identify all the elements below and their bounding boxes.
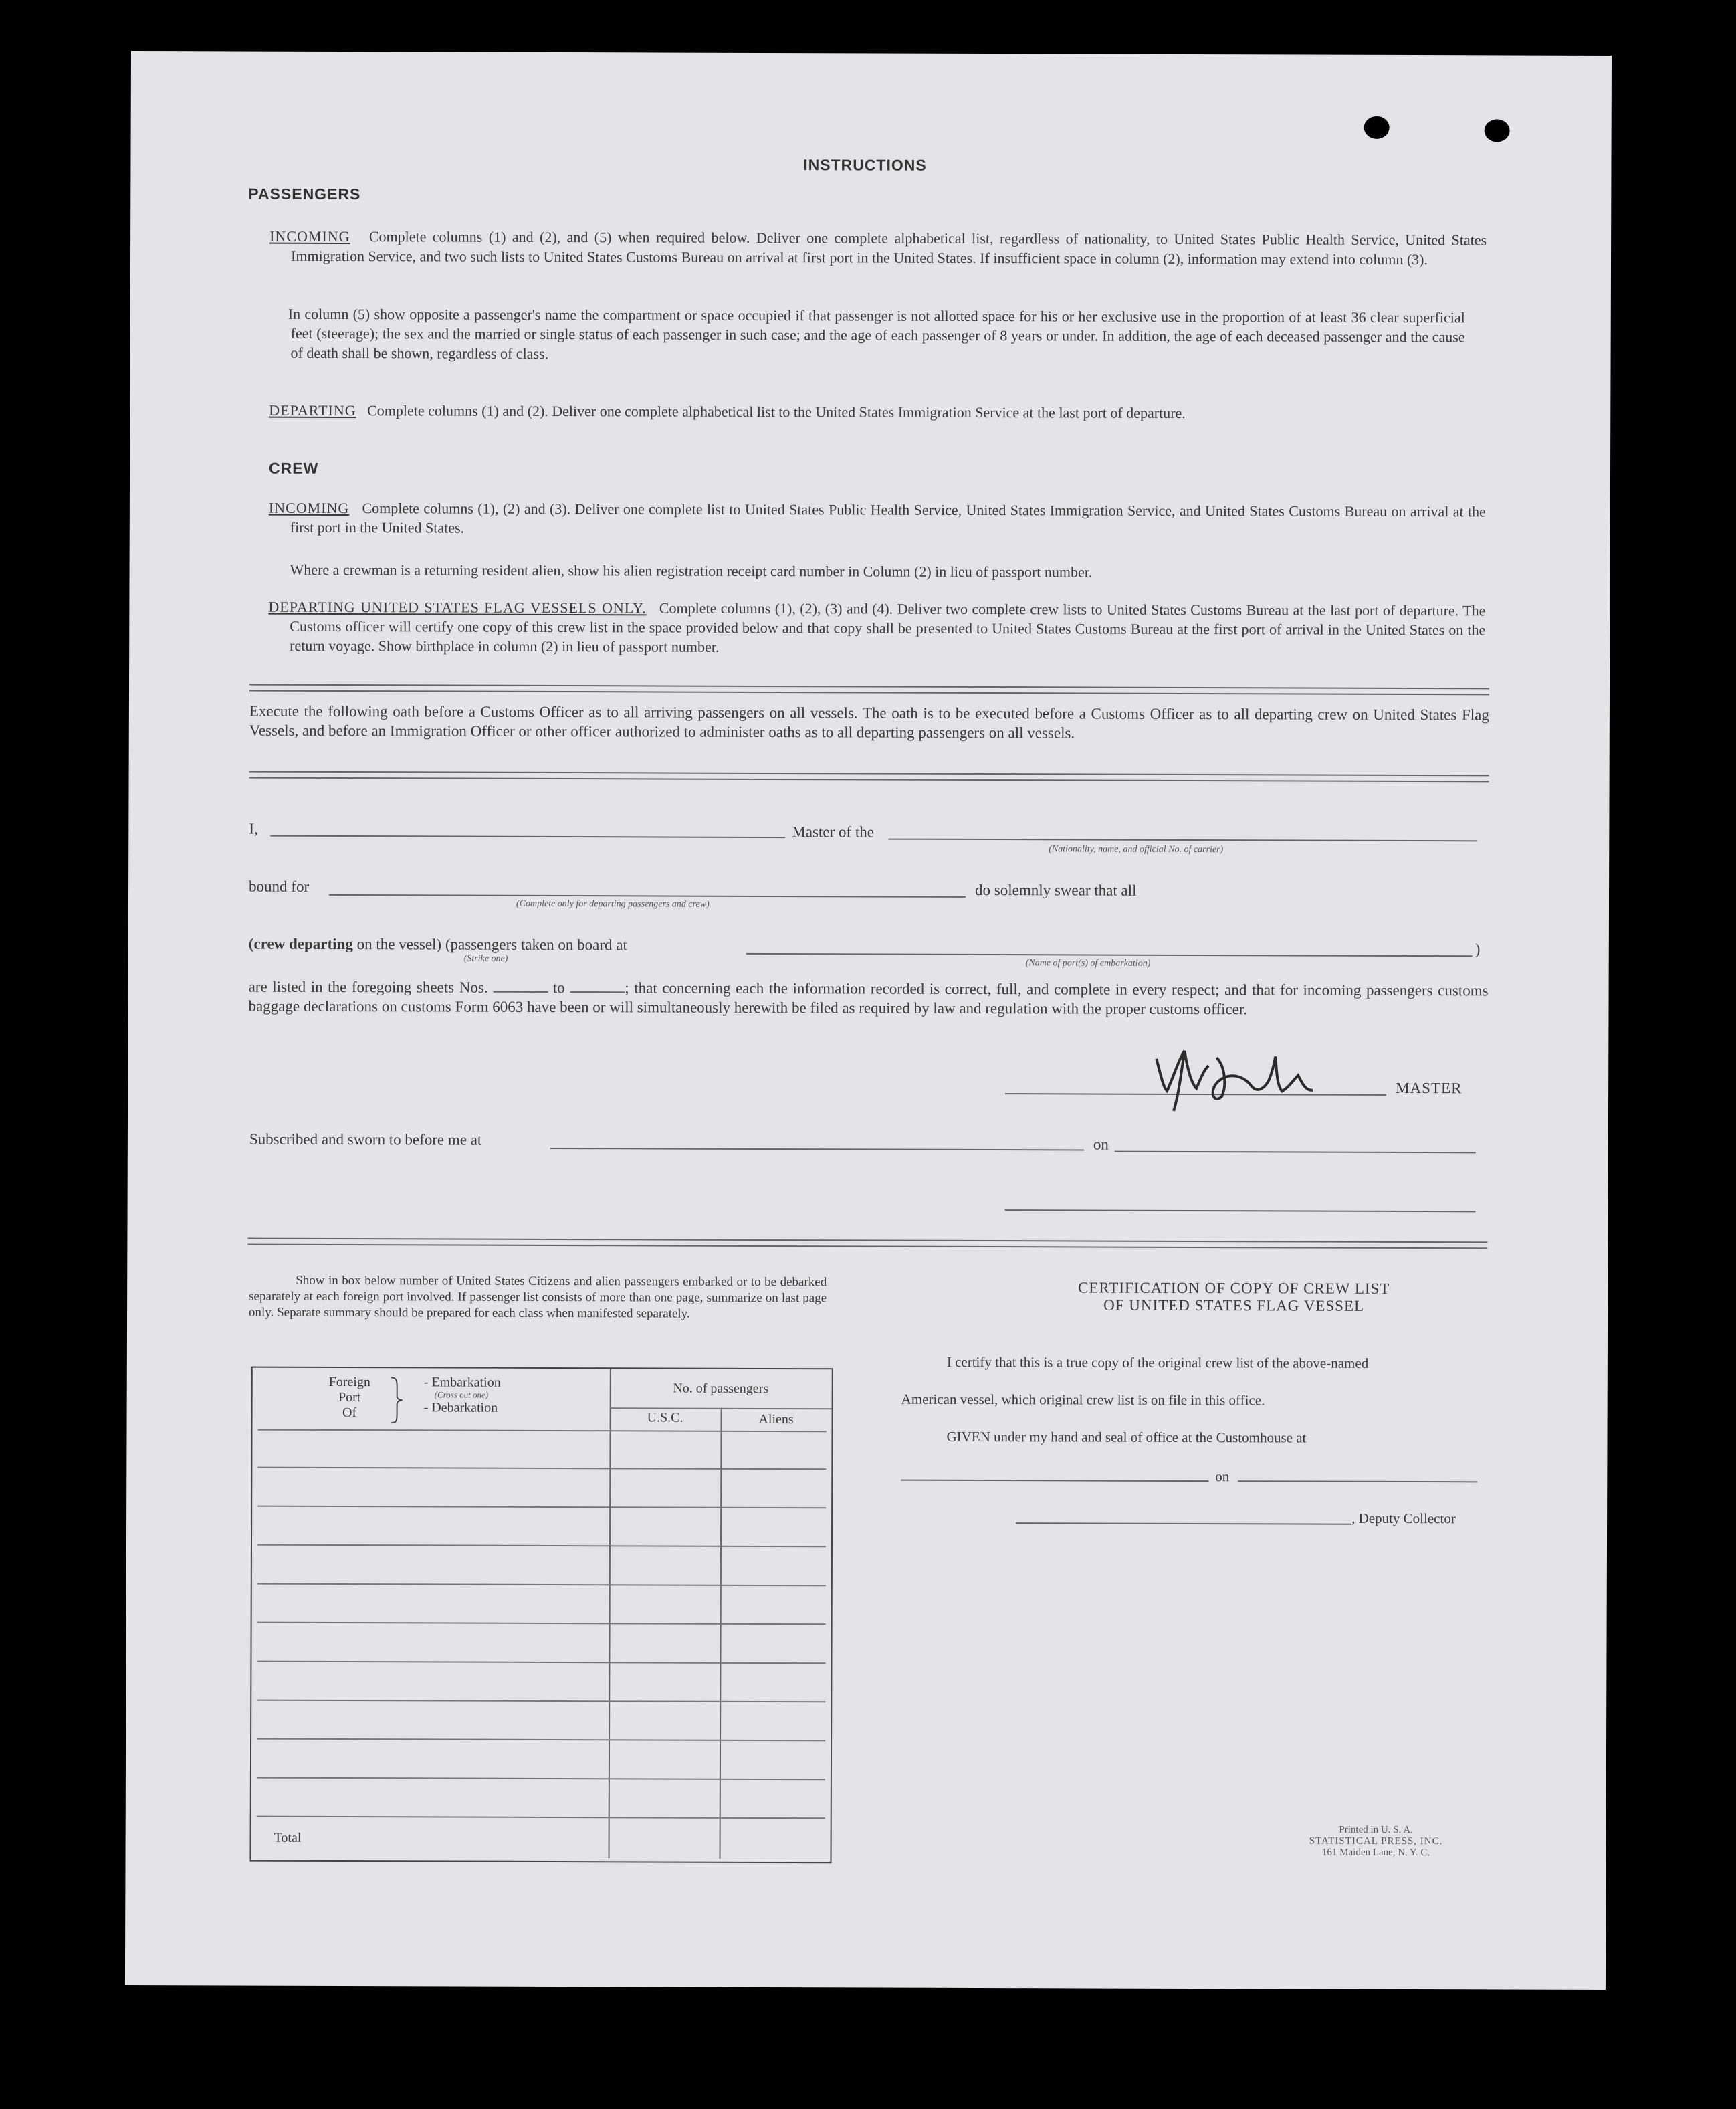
swear-label: do solemnly swear that all [975, 881, 1137, 899]
passengers-departing-paragraph [269, 401, 1486, 424]
divider-top [249, 684, 1489, 696]
passengers-departing-label: DEPARTING [269, 401, 356, 419]
passenger-count-table [249, 1367, 833, 1864]
passengers-taken-text: (passengers taken on board at [445, 936, 627, 954]
instructions-heading: INSTRUCTIONS [803, 156, 927, 174]
on-vessel-text: on the vessel) [356, 936, 442, 953]
aliens-header: Aliens [758, 1411, 794, 1427]
certification-title [990, 1279, 1478, 1315]
punch-hole-right [1485, 119, 1510, 142]
table-divider-right [720, 1408, 722, 1859]
passengers-departing-text: Complete columns (1) and (2). Deliver one complete alphabetical list to the United States Immigration Service at the last port of departure. [367, 402, 1186, 421]
crew-departing-label: DEPARTING UNITED STATES FLAG VESSELS ONLY. [268, 598, 647, 617]
officer-signature-field[interactable] [1005, 1209, 1476, 1212]
passengers-incoming-label: INCOMING [269, 227, 350, 245]
table-row-rule [257, 1506, 826, 1509]
crew-incoming-label: INCOMING [268, 499, 350, 517]
passengers-column5-paragraph: In column (5) show opposite a passenger's name the compartment or space occupied if that passenger is not allotted space for his or her exclusive use in the proportion of at least 36 clear superficial feet (steerage); the sex and the married or single status of each passenger in such case; and the age of each passenger of 8 years or under. In addition, the age of each deceased passenger and the cause of death shall be shown, regardless of class. [288, 305, 1465, 362]
oath-listed-paragraph [248, 977, 1488, 1020]
table-row-rule [257, 1544, 826, 1548]
no-passengers-header: No. of passengers [673, 1381, 769, 1397]
table-row-rule [257, 1816, 825, 1819]
master-of-label: Master of the [792, 823, 875, 841]
certification-title-line2: OF UNITED STATES FLAG VESSEL [1103, 1296, 1365, 1314]
carrier-field[interactable] [888, 839, 1477, 842]
table-divider-left [609, 1369, 611, 1858]
passengers-incoming-text: Complete columns (1) and (2), and (5) when required below. Deliver one complete alphabetical list, regardless of nationality, to United States Public Health Service, United States Immigration Service, and two such lists to United States Customs Bureau on arrival at first port in the United States. If insufficient space in column (2), information may extend into column (3). [290, 228, 1487, 268]
passengers-incoming-paragraph [269, 227, 1487, 270]
debarkation-text: - Debarkation [423, 1400, 498, 1415]
of-text: Of [342, 1405, 357, 1421]
cert-date-field[interactable] [1238, 1480, 1477, 1482]
foreign-text: Foreign [328, 1374, 370, 1390]
sworn-date-field[interactable] [1115, 1151, 1476, 1154]
brace-icon [389, 1376, 404, 1424]
printer-line2: STATISTICAL PRESS, INC. [1309, 1835, 1443, 1847]
master-label: MASTER [1396, 1079, 1462, 1097]
punch-hole-left [1364, 116, 1390, 139]
crew-departing-text: Complete columns (1), (2), (3) and (4). Deliver two complete crew lists to United States Customs Bureau at the last port of departure. The Customs officer will certify one copy of this crew list in the space provided below and that copy shall be presented to United States Customs Bureau at the first port of arrival in the United States on the return voyage. Show birthplace in column (2) in lieu of passport number. [290, 599, 1486, 656]
foreign-port-label [320, 1375, 380, 1421]
usc-header: U.S.C. [647, 1410, 683, 1425]
crew-incoming-paragraph [269, 498, 1486, 541]
bound-for-label: bound for [249, 878, 310, 895]
crew-departing-strike: (crew departing [248, 935, 353, 953]
cert-on-label: on [1215, 1468, 1230, 1485]
carrier-caption: (Nationality, name, and official No. of carrier) [1049, 844, 1224, 856]
cross-out-text: (Cross out one) [434, 1389, 489, 1400]
given-line: GIVEN under my hand and seal of office at the Customhouse at [946, 1428, 1307, 1446]
ports-caption: (Name of port(s) of embarkation) [1025, 958, 1151, 969]
strike-one-caption: (Strike one) [463, 953, 508, 964]
sworn-on-label: on [1093, 1136, 1109, 1153]
i-label: I, [249, 820, 258, 837]
printer-line1: Printed in U. S. A. [1339, 1824, 1413, 1836]
subscribed-label: Subscribed and sworn to before me at [249, 1130, 482, 1148]
crew-title: CREW [269, 459, 319, 477]
bound-for-field[interactable] [329, 894, 966, 898]
listed-text-2: ; that concerning each the information recorded is correct, full, and complete in every respect; and that for incoming passengers customs baggage declarations on customs Form 6063 have been or will simultaneously herewith be filed as required by law and regulation with the proper customs officer. [248, 979, 1489, 1018]
printer-line3: 161 Maiden Lane, N. Y. C. [1321, 1847, 1430, 1859]
total-label: Total [274, 1830, 302, 1845]
listed-to-text: to [552, 979, 565, 997]
table-row-rule [257, 1622, 826, 1625]
divider-bottom [247, 1238, 1487, 1249]
certify-line1: I certify that this is a true copy of the original crew list of the above-named [946, 1353, 1369, 1371]
close-paren: ) [1475, 940, 1481, 958]
deputy-signature-field[interactable] [1016, 1522, 1351, 1525]
table-row-rule [257, 1700, 825, 1703]
crew-incoming-text: Complete columns (1), (2) and (3). Deliver one complete list to United States Public Health Service, United States Immigration Service, and United States Customs Bureau on arrival at the first port in the United States. [290, 500, 1486, 536]
table-row-rule [257, 1583, 826, 1587]
table-row-rule [257, 1467, 826, 1470]
embark-debark-labels [424, 1375, 501, 1415]
passengers-title: PASSENGERS [248, 185, 361, 203]
crew-resident-paragraph: Where a crewman is a returning resident alien, show his alien registration receipt card number in Column (2) in lieu of passport number. [290, 561, 1093, 581]
table-row-rule [257, 1738, 825, 1742]
sheet-to-field[interactable] [570, 991, 625, 993]
bound-for-caption: (Complete only for departing passengers and crew) [516, 898, 710, 910]
listed-text-1: are listed in the foregoing sheets Nos. [248, 978, 488, 996]
port-text: Port [338, 1389, 361, 1405]
deputy-collector-label: , Deputy Collector [1351, 1510, 1456, 1527]
table-row-rule [257, 1661, 825, 1664]
certify-line2: American vessel, which original crew list is on file in this office. [901, 1391, 1265, 1409]
form-sheet [125, 51, 1612, 1990]
master-signature [1144, 1027, 1358, 1114]
certification-title-line1: CERTIFICATION OF COPY OF CREW LIST [1077, 1279, 1390, 1297]
table-row-rule [257, 1777, 825, 1781]
sworn-place-field[interactable] [550, 1148, 1084, 1151]
divider-oath [249, 771, 1489, 783]
master-name-field[interactable] [270, 835, 785, 838]
sheet-from-field[interactable] [493, 991, 548, 993]
box-instructions: Show in box below number of United States Citizens and alien passengers embarked or to be debarked separately at each foreign port involved. If passenger list consists of more than one page, summarize on last page only. Separate summary should be prepared for each class when manifested separately. [249, 1273, 827, 1321]
customhouse-field[interactable] [901, 1480, 1208, 1482]
embarkation-ports-field[interactable] [746, 953, 1473, 957]
table-header-rule [258, 1429, 827, 1433]
crew-departing-paragraph [268, 597, 1485, 660]
embarkation-text: - Embarkation [423, 1375, 501, 1390]
crew-departing-vessel-line [249, 936, 627, 955]
oath-intro: Execute the following oath before a Customs Officer as to all arriving passengers on all vessels. The oath is to be executed before a Customs Officer as to all departing crew on United States Flag Vessels, and before an Immigration Officer or other officer authorized to administer oaths as to all departing passengers on all vessels. [249, 702, 1489, 742]
printer-imprint [1276, 1824, 1477, 1859]
